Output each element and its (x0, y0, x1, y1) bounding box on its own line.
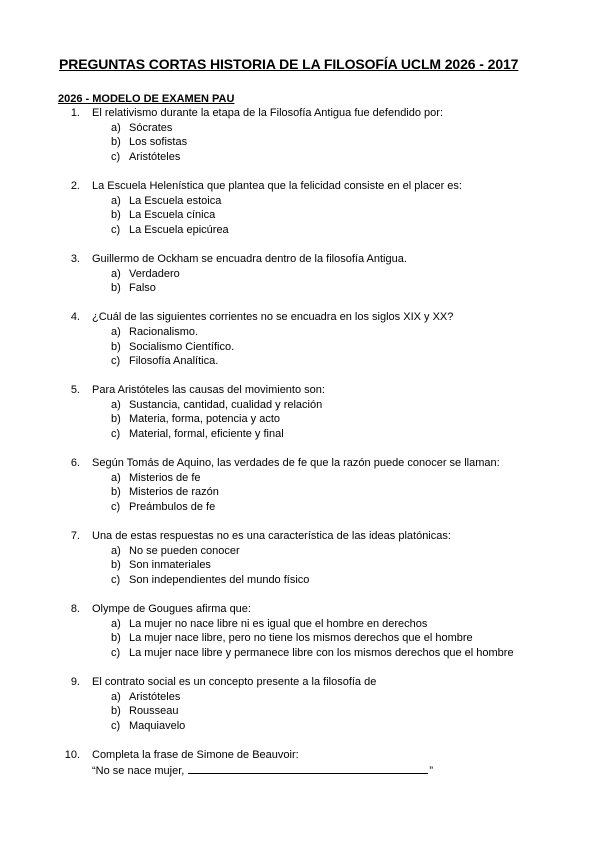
question-text: Una de estas respuestas no es una característica de las ideas platónicas: (92, 530, 451, 543)
option-letter: a) (111, 267, 121, 280)
answer-option (0, 427, 600, 442)
option-letter: c) (111, 501, 121, 514)
option-text: La mujer no nace libre ni es igual que el hombre en derechos (129, 617, 428, 630)
option-letter: a) (111, 121, 121, 134)
answer-option (0, 208, 600, 223)
question-text: ¿Cuál de las siguientes corrientes no se encuadra en los siglos XIX y XX? (92, 311, 454, 324)
option-letter: b) (111, 413, 121, 426)
option-letter: b) (111, 282, 121, 295)
option-text: Misterios de razón (129, 486, 219, 499)
answer-option (0, 267, 600, 282)
answer-option (0, 690, 600, 705)
answer-option (0, 617, 600, 632)
option-letter: b) (111, 632, 121, 645)
option-letter: b) (111, 705, 121, 718)
answer-option (0, 121, 600, 136)
answer-option (0, 340, 600, 355)
answer-option (0, 544, 600, 559)
option-letter: b) (111, 486, 121, 499)
question-4 (0, 310, 600, 368)
answer-option (0, 223, 600, 238)
answer-option (0, 646, 600, 661)
question-8 (0, 602, 600, 660)
question-text: Olympe de Gougues afirma que: (92, 603, 251, 616)
option-letter: b) (111, 209, 121, 222)
option-letter: a) (111, 544, 121, 557)
answer-option (0, 398, 600, 413)
question-list (0, 106, 600, 792)
option-text: Rousseau (129, 705, 179, 718)
answer-option (0, 719, 600, 734)
option-text: La Escuela estoica (129, 194, 222, 207)
question-7 (0, 529, 600, 587)
option-text: La mujer nace libre, pero no tiene los mismos derechos que el hombre (129, 632, 473, 645)
option-text: La Escuela cínica (129, 209, 216, 222)
answer-option (0, 471, 600, 486)
option-text: Preámbulos de fe (129, 501, 216, 514)
option-letter: c) (111, 355, 121, 368)
option-text: Materia, forma, potencia y acto (129, 413, 281, 426)
answer-option (0, 631, 600, 646)
option-letter: c) (111, 646, 121, 659)
question-text: Para Aristóteles las causas del movimiento son: (92, 384, 325, 397)
question-9 (0, 675, 600, 733)
answer-option (0, 194, 600, 209)
option-letter: a) (111, 325, 121, 338)
option-text: Aristóteles (129, 150, 181, 163)
option-text: Material, formal, eficiente y final (129, 428, 284, 441)
question-text: Guillermo de Ockham se encuadra dentro de la filosofía Antigua. (92, 252, 407, 265)
question-number: 3. (70, 252, 80, 265)
answer-blank (188, 763, 428, 774)
answer-option (0, 325, 600, 340)
option-text: No se pueden conocer (129, 544, 240, 557)
question-number: 9. (70, 676, 80, 689)
answer-option (0, 704, 600, 719)
answer-option (0, 412, 600, 427)
answer-option (0, 485, 600, 500)
question-3 (0, 252, 600, 296)
option-letter: b) (111, 340, 121, 353)
option-text: Sustancia, cantidad, cualidad y relación (129, 398, 323, 411)
answer-option (0, 281, 600, 296)
option-text: La Escuela epicúrea (129, 223, 229, 236)
question-number: 8. (70, 603, 80, 616)
fill-in-blank (0, 763, 600, 778)
option-letter: c) (111, 574, 121, 586)
option-letter: b) (111, 559, 121, 572)
section-heading: 2026 - MODELO DE EXAMEN PAU (58, 93, 235, 105)
answer-option (0, 500, 600, 515)
option-letter: c) (111, 150, 121, 163)
question-1 (0, 106, 600, 164)
question-number: 1. (70, 107, 80, 119)
option-letter: a) (111, 690, 121, 703)
option-letter: c) (111, 223, 121, 236)
option-text: Verdadero (129, 267, 180, 280)
question-text: Según Tomás de Aquino, las verdades de fe que la razón puede conocer se llaman: (92, 457, 500, 470)
option-text: Son independientes del mundo físico (129, 574, 310, 586)
option-text: La mujer nace libre y permanece libre con los mismos derechos que el hombre (129, 646, 514, 659)
option-letter: a) (111, 398, 121, 411)
option-letter: b) (111, 136, 121, 149)
option-letter: a) (111, 471, 121, 484)
option-letter: c) (111, 719, 121, 732)
question-text: El relativismo durante la etapa de la Filosofía Antigua fue defendido por: (92, 107, 444, 119)
question-6 (0, 456, 600, 514)
question-2 (0, 179, 600, 237)
answer-option (0, 573, 600, 588)
option-text: Son inmateriales (129, 559, 211, 572)
answer-option (0, 558, 600, 573)
option-text: Filosofía Analítica. (129, 355, 219, 368)
question-number: 2. (70, 179, 80, 192)
answer-option (0, 135, 600, 150)
option-text: Socialismo Científico. (129, 340, 235, 353)
page-title: PREGUNTAS CORTAS HISTORIA DE LA FILOSOFÍA UCLM 2026 - 2017 (59, 56, 519, 72)
option-letter: a) (111, 194, 121, 207)
question-number: 10. (64, 749, 80, 762)
question-number: 4. (70, 311, 80, 324)
option-text: Maquiavelo (129, 719, 186, 732)
question-text: La Escuela Helenística que plantea que la felicidad consiste en el placer es: (92, 179, 462, 192)
option-text: Aristóteles (129, 690, 181, 703)
option-letter: c) (111, 428, 121, 441)
option-letter: a) (111, 617, 121, 630)
question-number: 5. (70, 384, 80, 397)
option-text: Racionalismo. (129, 325, 199, 338)
answer-option (0, 150, 600, 165)
question-number: 7. (70, 530, 80, 543)
question-text: Completa la frase de Simone de Beauvoir: (92, 749, 299, 762)
option-text: Falso (129, 282, 156, 295)
option-text: Los sofistas (129, 136, 188, 149)
option-text: Sócrates (129, 121, 173, 134)
answer-option (0, 354, 600, 369)
question-number: 6. (70, 457, 80, 470)
question-5 (0, 383, 600, 441)
fill-suffix: ” (429, 764, 434, 777)
option-text: Misterios de fe (129, 471, 201, 484)
fill-prefix: “No se nace mujer, (92, 764, 185, 777)
question-text: El contrato social es un concepto presente a la filosofía de (92, 676, 377, 689)
question-10 (0, 748, 600, 777)
